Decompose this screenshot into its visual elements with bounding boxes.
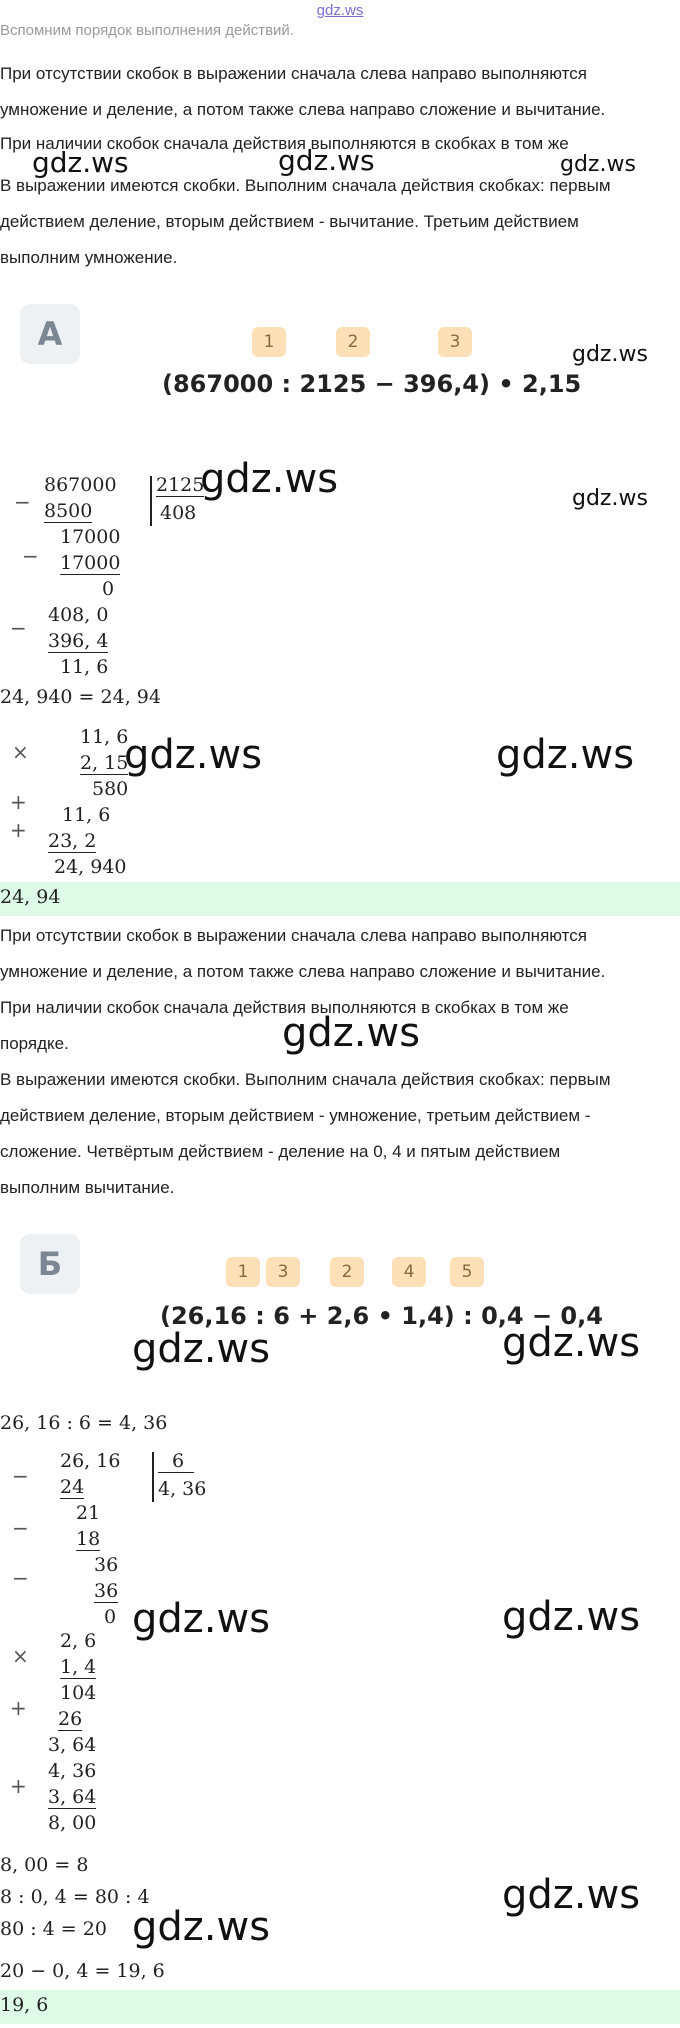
intro-b-line: При наличии скобок сначала действия выполняются в скобках в том же [0, 998, 569, 1017]
times-sign: × [12, 740, 29, 764]
part-b-letter: Б [20, 1234, 80, 1294]
watermark: gdz.ws [124, 732, 263, 778]
division-bar [152, 1452, 154, 1502]
partial-product: 104 [60, 1682, 97, 1704]
minus-sign: − [12, 1516, 29, 1540]
remainder: 17000 [60, 526, 121, 548]
answer-row [0, 1990, 680, 2024]
watermark: gdz.ws [282, 1010, 421, 1056]
watermark: gdz.ws [132, 1596, 271, 1642]
addend: 3, 64 [48, 1786, 97, 1808]
subtrahend: 24 [60, 1476, 85, 1498]
partial-product: 26 [58, 1708, 83, 1730]
dividend: 867000 [44, 474, 117, 496]
subtrahend: 396, 4 [48, 630, 109, 652]
intro-b-line: В выражении имеются скобки. Выполним сначала действия скобках: первым [0, 1070, 611, 1089]
intro-a-line: При наличии скобок сначала действия выполняются в скобках в том же [0, 134, 569, 153]
equation: 26, 16 : 6 = 4, 36 [0, 1412, 168, 1434]
part-a-letter: А [20, 304, 80, 364]
divisor: 2125 [156, 474, 205, 496]
quotient: 4, 36 [158, 1478, 207, 1500]
plus-sign: + [10, 818, 27, 842]
intro-a-line: При отсутствии скобок в выражении сначала слева направо выполняются [0, 64, 587, 83]
subtrahend: 18 [76, 1528, 101, 1550]
remainder: 0 [104, 1606, 117, 1628]
intro-b-line: умножение и деление, а потом также слева направо сложение и вычитание. [0, 962, 606, 981]
step-badge: 1 [252, 327, 286, 357]
factor: 2, 15 [80, 752, 129, 774]
factor: 1, 4 [60, 1656, 97, 1678]
answer-value: 19, 6 [0, 1994, 49, 2016]
product: 3, 64 [48, 1734, 97, 1756]
minus-sign: − [10, 616, 27, 640]
step-badge: 1 [226, 1257, 260, 1287]
addend: 4, 36 [48, 1760, 97, 1782]
subtrahend: 8500 [44, 500, 93, 522]
intro-a-line: В выражении имеются скобки. Выполним сначала действия скобках: первым [0, 176, 611, 195]
product: 24, 940 [54, 856, 127, 878]
watermark: gdz.ws [200, 456, 339, 502]
step-badge: 5 [450, 1257, 484, 1287]
expression-b: (26,16 : 6 + 2,6 • 1,4) : 0,4 − 0,4 [160, 1302, 603, 1330]
division-bar [150, 476, 152, 526]
watermark: gdz.ws [502, 1320, 641, 1366]
plus-sign: + [10, 790, 27, 814]
partial-product: 580 [92, 778, 129, 800]
equality: 24, 940 = 24, 94 [0, 686, 161, 708]
divisor: 6 [158, 1450, 194, 1473]
remainder: 21 [76, 1502, 101, 1524]
minus-sign: − [12, 1566, 29, 1590]
watermark: gdz.ws [572, 342, 648, 367]
watermark: gdz.ws [132, 1326, 271, 1372]
subtrahend: 36 [94, 1580, 119, 1602]
equation: 8 : 0, 4 = 80 : 4 [0, 1886, 150, 1908]
watermark: gdz.ws [502, 1594, 641, 1640]
site-link[interactable]: gdz.ws [316, 2, 364, 19]
intro-b-line: сложение. Четвёртым действием - деление на 0, 4 и пятым действием [0, 1142, 561, 1161]
watermark: gdz.ws [560, 152, 636, 177]
intro-a-line: выполним умножение. [0, 248, 178, 267]
subtrahend: 17000 [60, 552, 121, 574]
minus-sign: − [14, 490, 31, 514]
times-sign: × [12, 1644, 29, 1668]
step-badge: 2 [330, 1257, 364, 1287]
equation: 8, 00 = 8 [0, 1854, 89, 1876]
intro-b-line: выполним вычитание. [0, 1178, 175, 1197]
dividend: 26, 16 [60, 1450, 121, 1472]
difference: 11, 6 [60, 656, 109, 678]
intro-b-line: действием деление, вторым действием - умножение, третьим действием - [0, 1106, 591, 1125]
watermark: gdz.ws [496, 732, 635, 778]
factor: 2, 6 [60, 1630, 97, 1652]
minus-sign: − [12, 1464, 29, 1488]
equation: 80 : 4 = 20 [0, 1918, 107, 1940]
sum: 8, 00 [48, 1812, 97, 1834]
partial-product: 23, 2 [48, 830, 97, 852]
step-badge: 2 [336, 327, 370, 357]
step-badge: 3 [438, 327, 472, 357]
plus-sign: + [10, 1696, 27, 1720]
expression-a: (867000 : 2125 − 396,4) • 2,15 [162, 370, 582, 398]
plus-sign: + [10, 1774, 27, 1798]
equation: 20 − 0, 4 = 19, 6 [0, 1960, 165, 1982]
remainder: 0 [102, 578, 115, 600]
watermark: gdz.ws [278, 144, 375, 177]
watermark: gdz.ws [132, 1904, 271, 1950]
answer-value: 24, 94 [0, 886, 61, 908]
intro-a-line: умножение и деление, а потом также слева направо сложение и вычитание. [0, 100, 606, 119]
watermark: gdz.ws [502, 1872, 641, 1918]
step-badge: 3 [266, 1257, 300, 1287]
intro-b-line: порядке. [0, 1034, 69, 1053]
remainder: 36 [94, 1554, 119, 1576]
minuend: 408, 0 [48, 604, 109, 626]
watermark: gdz.ws [572, 486, 648, 511]
answer-row [0, 882, 680, 916]
step-badge: 4 [392, 1257, 426, 1287]
quotient: 408 [160, 502, 197, 524]
intro-a-line: действием деление, вторым действием - вычитание. Третьим действием [0, 212, 579, 231]
partial-product: 11, 6 [62, 804, 111, 826]
minus-sign: − [22, 544, 39, 568]
watermark: gdz.ws [32, 146, 129, 179]
intro-b-line: При отсутствии скобок в выражении сначала слева направо выполняются [0, 926, 587, 945]
hint-text: Вспомним порядок выполнения действий. [0, 22, 294, 39]
factor: 11, 6 [80, 726, 129, 748]
